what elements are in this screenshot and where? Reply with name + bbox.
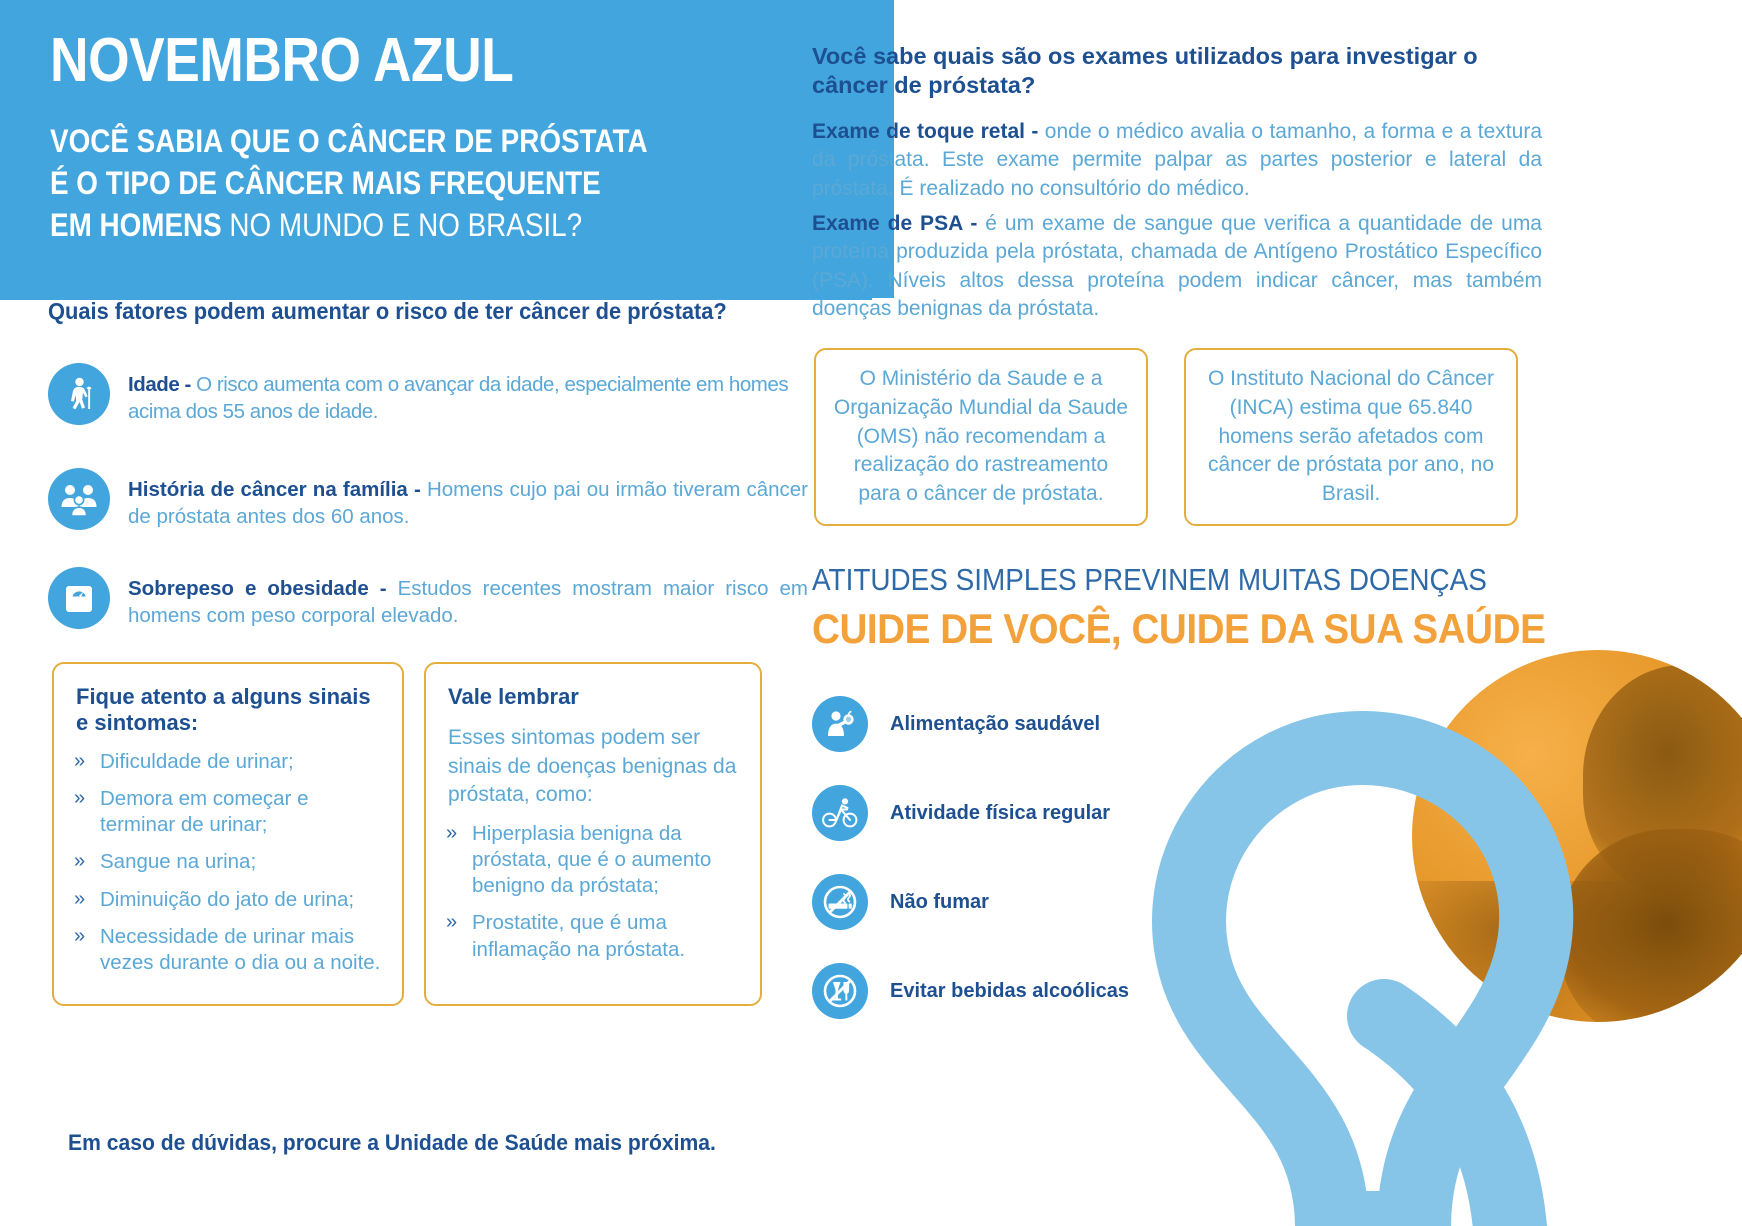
info-box-ministerio-saude [814, 348, 1148, 526]
exam-psa [812, 210, 1542, 323]
habit-atividade-fisica [812, 785, 1110, 841]
list-item [74, 849, 384, 875]
list-item-label: Diminuição do jato de urina; [100, 887, 355, 911]
exam-psa-label: Exame de PSA - [812, 212, 978, 235]
remember-box [424, 662, 762, 1006]
person-eating-apple-icon [812, 696, 868, 752]
hero-banner [0, 0, 872, 300]
chevron-double-right-icon: » [74, 924, 86, 947]
chevron-double-right-icon: » [74, 787, 86, 810]
exam-psa-body: é um exame de sangue que verifica a quantidade de uma proteína produzida pela próstata, chamada de Antígeno Prostático Específico (PSA). Níveis altos dessa proteína podem indicar câncer, mas também doenças benignas da próstata. [812, 212, 1542, 321]
habit-evitar-alcool [812, 963, 1129, 1019]
hero-subtitle-line-3 [50, 204, 711, 246]
chevron-double-right-icon: » [446, 821, 458, 844]
risk-item-obesidade [48, 567, 808, 629]
awareness-ribbon-icon [1032, 598, 1742, 1226]
exam-toque-retal [812, 118, 1542, 203]
risk-item-familia-text [128, 468, 808, 530]
habit-alimentacao-label: Alimentação saudável [890, 712, 1101, 735]
risk-item-familia-body: Homens cujo pai ou irmão tiveram câncer de próstata antes dos 60 anos. [128, 478, 808, 529]
habit-atividade-fisica-label: Atividade física regular [890, 801, 1111, 824]
hero-subtitle-line-3-rest: NO MUNDO E NO BRASIL? [221, 207, 583, 244]
chevron-double-right-icon: » [446, 911, 458, 934]
list-item-label: Prostatite, que é uma inflamação na próstata. [472, 911, 686, 961]
list-item [74, 924, 384, 976]
risk-item-familia-label: História de câncer na família - [128, 478, 421, 501]
symptoms-box [52, 662, 404, 1006]
list-item-label: Sangue na urina; [100, 850, 257, 874]
chevron-double-right-icon: » [74, 850, 86, 873]
no-alcohol-icon [812, 963, 868, 1019]
hero-subtitle [50, 120, 711, 247]
right-column [812, 0, 1742, 1226]
remember-box-heading: Vale lembrar [448, 684, 579, 709]
page-title: NOVEMBRO AZUL [50, 26, 514, 95]
list-item-label: Necessidade de urinar mais vezes durante o dia ou a noite. [100, 924, 381, 975]
risk-item-obesidade-label: Sobrepeso e obesidade - [128, 577, 387, 600]
risk-item-idade-label: Idade - [128, 373, 191, 396]
list-item [446, 910, 742, 962]
list-item-label: Demora em começar e terminar de urinar; [100, 787, 309, 837]
cta-kicker: ATITUDES SIMPLES PREVINEM MUITAS DOENÇAS [812, 562, 1487, 597]
list-item-label: Dificuldade de urinar; [100, 749, 294, 773]
ribbon-photo-artwork [1032, 598, 1742, 1226]
hero-subtitle-line-3-bold: EM HOMENS [50, 207, 222, 244]
elderly-person-icon [48, 363, 110, 425]
list-item [74, 887, 384, 913]
risk-item-idade-text [128, 363, 808, 425]
info-box-ministerio-saude-text: O Ministério da Saude e a Organização Mundial da Saude (OMS) não recomendam a realização do rastreamento para o câncer de próstata. [833, 366, 1129, 506]
symptoms-box-heading-line-2: e sintomas: [76, 710, 199, 736]
no-smoking-icon [812, 874, 868, 930]
chevron-double-right-icon: » [74, 887, 86, 910]
exam-toque-retal-body: onde o médico avalia o tamanho, a forma e a textura da próstata. Este exame permite palpar as partes posterior e lateral da próstata. É realizado no consultório do médico. [812, 120, 1542, 200]
habit-alimentacao [812, 696, 1100, 752]
list-item [446, 821, 742, 900]
habit-evitar-alcool-label: Evitar bebidas alcoólicas [890, 979, 1129, 1002]
weight-scale-icon [48, 567, 110, 629]
remember-list [426, 821, 760, 963]
list-item-label: Hiperplasia benigna da próstata, que é o aumento benigno da próstata; [472, 821, 712, 898]
risk-section-heading: Quais fatores podem aumentar o risco de ter câncer de próstata? [48, 298, 727, 324]
hero-subtitle-line-1: VOCÊ SABIA QUE O CÂNCER DE PRÓSTATA [50, 123, 648, 159]
chevron-double-right-icon: » [74, 749, 86, 772]
exam-toque-retal-label: Exame de toque retal - [812, 120, 1039, 143]
risk-item-familia [48, 468, 808, 530]
bicycle-icon [812, 785, 868, 841]
symptoms-box-heading [54, 664, 402, 737]
list-item [74, 786, 384, 838]
habit-nao-fumar-label: Não fumar [890, 890, 989, 913]
cta-headline: CUIDE DE VOCÊ, CUIDE DA SUA SAÚDE [812, 605, 1546, 652]
info-box-inca [1184, 348, 1518, 526]
family-group-icon [48, 468, 110, 530]
risk-item-obesidade-body: Estudos recentes mostram maior risco em homens com peso corporal elevado. [128, 577, 808, 628]
symptoms-list [54, 749, 402, 977]
symptoms-box-heading-line-1: Fique atento a alguns sinais [76, 684, 371, 709]
footnote-text: Em caso de dúvidas, procure a Unidade de Saúde mais próxima. [68, 1130, 716, 1155]
info-box-inca-text: O Instituto Nacional do Câncer (INCA) estima que 65.840 homens serão afetados com câncer de próstata por ano, no Brasil. [1207, 366, 1495, 506]
remember-box-intro: Esses sintomas podem ser sinais de doenças benignas da próstata, como: [448, 726, 737, 806]
habit-nao-fumar [812, 874, 989, 930]
hero-subtitle-line-2: É O TIPO DE CÂNCER MAIS FREQUENTE [50, 165, 601, 202]
risk-item-obesidade-text [128, 567, 808, 629]
exams-heading: Você sabe quais são os exames utilizados para investigar o câncer de próstata? [812, 43, 1478, 99]
risk-item-idade-body: O risco aumenta com o avançar da idade, especialmente em homes acima dos 55 anos de idade. [128, 373, 789, 424]
risk-item-idade [48, 363, 808, 425]
list-item [74, 749, 384, 775]
